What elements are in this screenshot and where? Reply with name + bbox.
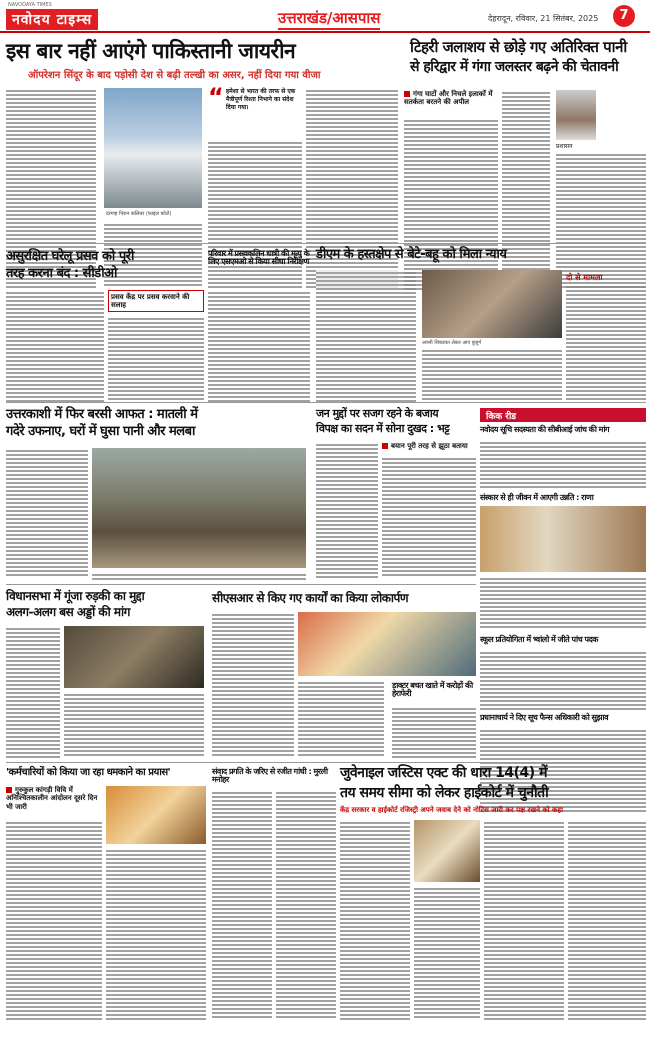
- uttarkashi-body-col1: [6, 448, 88, 578]
- safe-delivery-headline-1[interactable]: असुरक्षित घरेलू प्रसव को पूरी: [6, 249, 134, 264]
- dm-case-caption: अपनी शिकायत लेकर आए बुजुर्ग: [422, 340, 482, 346]
- karmchari-body-col2: [106, 848, 206, 1020]
- location-date: देहरादून, रविवार, 21 सितंबर, 2025: [488, 14, 599, 23]
- page-number-badge: 7: [613, 5, 635, 27]
- tehri-bullet-text: गंगा घाटों और निचले इलाकों में सतर्कता बरतने की अपील: [404, 90, 493, 107]
- sanvad-body-col2: [276, 790, 336, 1020]
- juvenile-headline-1[interactable]: जुवेनाइल जस्टिस एक्ट की धारा 14(4) में: [340, 765, 547, 781]
- lead-photo-caption: दरगाह पिरान कलियर (फाइल फोटो): [106, 211, 172, 217]
- safe-delivery-body-col2: [108, 316, 204, 402]
- tehri-profile-photo: [556, 90, 596, 140]
- divider: [6, 762, 646, 763]
- lead-photo: [104, 88, 202, 208]
- tehri-body-col1: [404, 118, 498, 290]
- divider: [6, 584, 476, 585]
- dm-case-subhead: दो से मामला: [566, 273, 603, 282]
- dm-case-body-col1: [316, 270, 416, 402]
- safe-delivery-body-col1: [6, 290, 104, 402]
- vidhansabha-body-col2: [64, 692, 204, 758]
- aiims-body: [208, 290, 310, 402]
- sanskar-photo: [480, 506, 646, 572]
- kick-read-body: [480, 440, 646, 490]
- karmchari-sub: [6, 786, 102, 811]
- sanvad-body-col1: [212, 790, 272, 1020]
- vidhansabha-headline-2[interactable]: अलग-अलग बस अड्डों की मांग: [6, 605, 130, 619]
- tehri-bullet: [404, 90, 498, 107]
- doctor-headline[interactable]: डाक्टर बचत खाते में करोड़ों की हेराफेरी: [392, 681, 473, 699]
- karmchari-headline[interactable]: 'कर्मचारियों को किया जा रहा धमकाने का प्रयास': [6, 767, 171, 778]
- uttarkashi-headline-2[interactable]: गदेरे उफनाए, घरों में घुसा पानी और मलबा: [6, 424, 195, 439]
- section-name: उत्तराखंड/आसपास: [278, 8, 380, 30]
- gold-body-col1: [316, 442, 378, 578]
- lead-headline[interactable]: इस बार नहीं आएंगे पाकिस्तानी जायरीन: [6, 39, 296, 63]
- safe-delivery-box: प्रसव केंद्र पर प्रसव करवाने की सलाह: [108, 290, 204, 312]
- small-label: NAVODAYA TIMES: [8, 2, 52, 8]
- bullet-icon: [404, 91, 410, 97]
- juvenile-body-col2: [414, 886, 480, 1020]
- sanvad-headline[interactable]: संवाद प्रगति के जरिए से रजीत गांधी : मुरली मनोहर: [212, 767, 328, 785]
- tehri-headline-1[interactable]: टिहरी जलाशय से छोड़े गए अतिरिक्त पानी: [410, 38, 627, 56]
- csr-body-col2: [298, 680, 384, 758]
- gold-headline-1[interactable]: जन मुद्दों पर सजग रहने के बजाय: [316, 407, 439, 420]
- sanskar-body: [480, 576, 646, 630]
- dm-case-body-col2: [422, 348, 562, 402]
- dm-case-headline[interactable]: डीएम के हस्तक्षेप से बेटे-बहू को मिला न्याय: [316, 247, 507, 262]
- juvenile-body-col3: [484, 820, 564, 1020]
- paper-name-logo: नवोदय टाइम्स: [6, 9, 98, 30]
- uttarkashi-body-col2: [92, 572, 306, 582]
- csr-photo: [298, 612, 476, 676]
- doctor-body: [392, 706, 476, 758]
- gold-headline-2[interactable]: विपक्ष का सदन में सोना दुखद : भट्ट: [316, 422, 450, 435]
- teacher-headline[interactable]: प्रधानाचार्य ने दिए सूच फैन्स अधिकारी को सुझाव: [480, 713, 609, 722]
- dm-case-body-col3: [566, 284, 646, 402]
- gold-sub-text: बयान पूरी तरह से झूठा बताया: [391, 442, 468, 450]
- dm-case-photo: [422, 270, 562, 338]
- uttarkashi-headline-1[interactable]: उत्तरकाशी में फिर बरसी आफत : मातली में: [6, 407, 198, 422]
- gold-body-col2: [382, 456, 476, 578]
- safe-delivery-headline-2[interactable]: तरह करना बंद : सीडीओ: [6, 266, 117, 281]
- tehri-body-col3: [556, 152, 646, 290]
- tehri-headline-2[interactable]: से हरिद्वार में गंगा जलस्तर बढ़ने की चेतावनी: [410, 59, 619, 75]
- juvenile-photo: [414, 820, 480, 882]
- science-body: [480, 650, 646, 710]
- kick-read-label: किक रीड: [486, 412, 517, 422]
- tehri-profile-label: प्रशासन: [556, 143, 573, 150]
- juvenile-headline-2[interactable]: तय समय सीमा को लेकर हाईकोर्ट में चुनौती: [340, 785, 549, 801]
- sanskar-headline[interactable]: संस्कार से ही जीवन में आएगी उन्नति : राणा: [480, 493, 594, 502]
- juvenile-body-col4: [568, 820, 646, 1020]
- bullet-icon: [382, 443, 388, 449]
- csr-body-col1: [212, 612, 294, 758]
- karmchari-photo: [106, 786, 206, 844]
- vidhansabha-photo: [64, 626, 204, 688]
- vidhansabha-headline-1[interactable]: विधानसभा में गूंजा रुड़की का मुद्दा: [6, 589, 145, 603]
- gold-sub: [382, 442, 476, 451]
- kick-read-headline[interactable]: नवोदय सूचि सदस्यता की सीबीआई जांच की मांग: [480, 425, 610, 434]
- karmchari-body-col1: [6, 820, 102, 1020]
- divider: [6, 402, 646, 403]
- juvenile-body-col1: [340, 820, 410, 1020]
- divider: [6, 243, 646, 244]
- uttarkashi-photo: [92, 448, 306, 568]
- csr-headline[interactable]: सीएसआर से किए गए कार्यों का किया लोकार्पण: [212, 591, 409, 605]
- bullet-icon: [6, 787, 12, 793]
- quote-mark-icon: “: [208, 83, 224, 111]
- juvenile-sub: केंद्र सरकार व हाईकोर्ट रजिस्ट्री अपने जवाब देने को नोटिस जारी कर पक्ष रखने को कहा: [340, 806, 563, 814]
- lead-quote: हमेशा से भारत की तरफ से एक मैत्रीपूर्ण रिश्ता निभाने का संदेश दिया गया।: [226, 88, 296, 111]
- karmchari-sub-text: गुरुकुल कांगड़ी विवि में अनिश्चितकालीन आंदोलन दूसरे दिन भी जारी: [6, 786, 98, 811]
- science-headline[interactable]: स्कूल प्रतियोगिता में भ्वांलो में जीते पांच पदक: [480, 635, 598, 644]
- vidhansabha-body-col1: [6, 626, 60, 758]
- aiims-headline[interactable]: परिवार में प्रसवकलिन धात्री की मृत्यु के लिए एसएमओ से किया सीधा निरीक्षण: [208, 249, 310, 267]
- lead-subhead: ऑपरेशन सिंदूर के बाद पड़ोसी देश से बढ़ी तल्खी का असर, नहीं दिया गया वीजा: [28, 70, 321, 81]
- masthead: [0, 0, 650, 33]
